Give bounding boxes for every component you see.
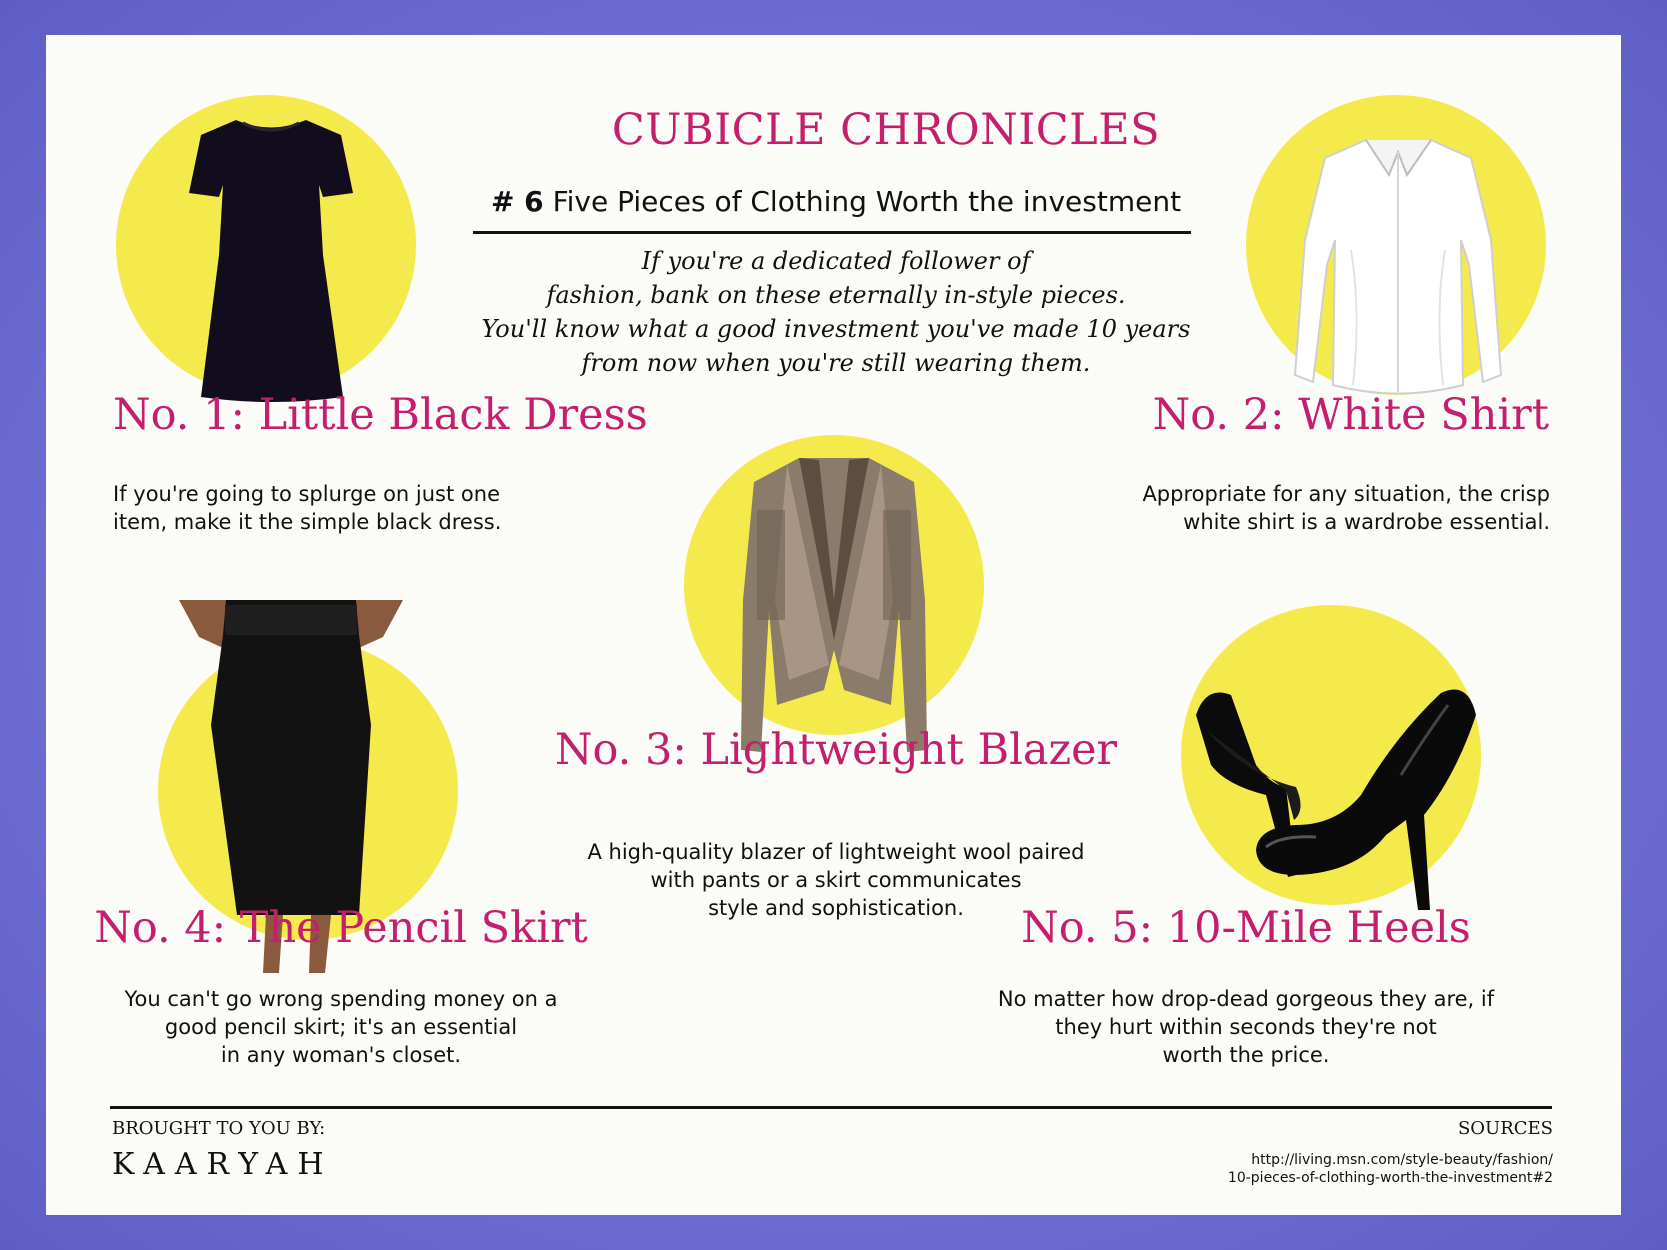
brand-logo: KAARYAH [112,1147,334,1182]
footer-divider [110,1106,1552,1109]
desc-line: item, make it the simple black dress. [113,510,502,534]
desc-line: style and sophistication. [708,896,964,920]
item-heading-1: No. 1: Little Black Dress [113,390,648,440]
desc-line: No matter how drop-dead gorgeous they are, if [997,987,1495,1011]
subtitle-text: Five Pieces of Clothing Worth the investment [552,185,1182,218]
source-links[interactable] [546,1151,1553,1187]
desc-line: white shirt is a wardrobe essential. [1183,510,1550,534]
item-desc-4 [86,985,596,1069]
brought-label: BROUGHT TO YOU BY: [112,1118,326,1139]
intro-line: from now when you're still wearing them. [581,349,1091,377]
blazer-icon [729,450,939,760]
desc-line: worth the price. [1162,1043,1330,1067]
intro-text [436,244,1236,380]
desc-line: You can't go wrong spending money on a [124,987,558,1011]
subtitle-divider [473,231,1191,234]
item-heading-5: No. 5: 10-Mile Heels [1021,903,1471,953]
item-heading-2: No. 2: White Shirt [1152,390,1549,440]
desc-line: in any woman's closet. [220,1043,462,1067]
item-desc-2 [1046,480,1550,536]
source-link[interactable]: http://living.msn.com/style-beauty/fashion/ [1251,1152,1553,1168]
intro-line: fashion, bank on these eternally in-style pieces. [546,281,1126,309]
desc-line: good pencil skirt; it's an essential [164,1015,518,1039]
desc-line: A high-quality blazer of lightweight wool paired [587,840,1085,864]
desc-line: If you're going to splurge on just one [113,482,500,506]
white-shirt-icon [1291,130,1506,430]
subtitle-number: # 6 [490,185,544,218]
item-heading-3: No. 3: Lightweight Blazer [554,725,1118,775]
item-desc-5 [941,985,1551,1069]
page-subtitle [476,185,1196,218]
page-title: CUBICLE CHRONICLES [611,105,1161,155]
item-desc-1 [113,480,573,536]
intro-line: If you're a dedicated follower of [641,247,1031,275]
desc-line: they hurt within seconds they're not [1055,1015,1437,1039]
black-dress-icon [181,115,361,405]
desc-line: Appropriate for any situation, the crisp [1142,482,1550,506]
intro-line: You'll know what a good investment you've made 10 years [481,315,1191,343]
sources-label: SOURCES [1457,1118,1553,1139]
desc-line: with pants or a skirt communicates [650,868,1022,892]
heels-icon [1186,675,1486,925]
item-heading-4: No. 4: The Pencil Skirt [94,903,588,953]
source-link[interactable]: 10-pieces-of-clothing-worth-the-investment#2 [1227,1170,1553,1186]
infographic-card [46,35,1621,1215]
